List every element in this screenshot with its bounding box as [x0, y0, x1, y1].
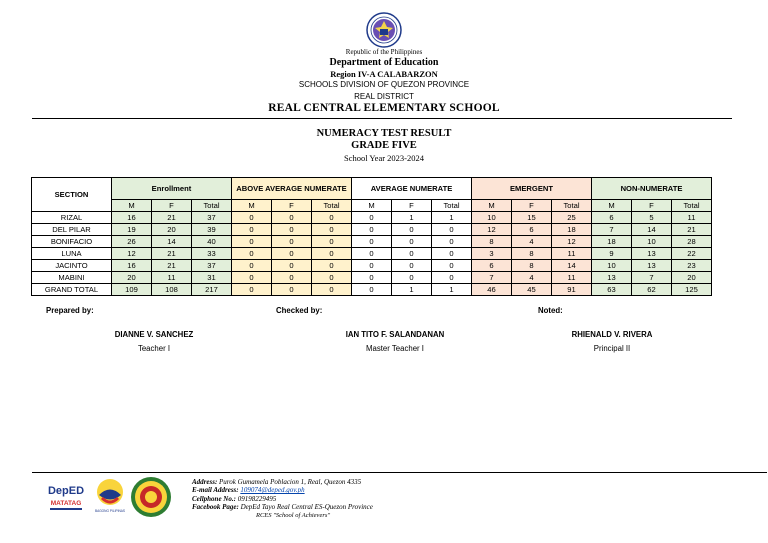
value-cell: 0 [272, 248, 312, 260]
value-cell: 14 [632, 224, 672, 236]
value-cell: 31 [192, 272, 232, 284]
address-label: Address: [192, 478, 218, 486]
value-cell: 11 [552, 272, 592, 284]
value-cell: 20 [152, 224, 192, 236]
value-cell: 0 [232, 284, 272, 296]
section-cell: LUNA [32, 248, 112, 260]
sub-header: F [272, 200, 312, 212]
value-cell: 0 [272, 284, 312, 296]
value-cell: 18 [592, 236, 632, 248]
value-cell: 0 [272, 260, 312, 272]
checked-by-label: Checked by: [276, 306, 323, 315]
section-cell: BONIFACIO [32, 236, 112, 248]
sub-header: M [112, 200, 152, 212]
above-average-header: ABOVE AVERAGE NUMERATE [232, 178, 352, 200]
value-cell: 0 [272, 224, 312, 236]
sub-header: M [232, 200, 272, 212]
sub-header: M [592, 200, 632, 212]
value-cell: 0 [312, 260, 352, 272]
svg-text:MATATAG: MATATAG [50, 500, 82, 507]
group-header-row [32, 178, 712, 200]
non-numerate-header: NON-NUMERATE [592, 178, 712, 200]
value-cell: 8 [512, 248, 552, 260]
phone-value: 09198229495 [237, 494, 277, 503]
value-cell: 13 [632, 260, 672, 272]
value-cell: 1 [392, 284, 432, 296]
value-cell: 0 [352, 284, 392, 296]
section-cell: RIZAL [32, 212, 112, 224]
value-cell: 16 [112, 212, 152, 224]
value-cell: 109 [112, 284, 152, 296]
value-cell: 40 [192, 236, 232, 248]
value-cell: 11 [152, 272, 192, 284]
section-cell: GRAND TOTAL [32, 284, 112, 296]
table-row [32, 224, 712, 236]
value-cell: 8 [512, 260, 552, 272]
value-cell: 9 [592, 248, 632, 260]
value-cell: 3 [472, 248, 512, 260]
value-cell: 28 [672, 236, 712, 248]
value-cell: 20 [112, 272, 152, 284]
value-cell: 0 [392, 224, 432, 236]
email-label: E-mail Address: [192, 486, 239, 495]
value-cell: 4 [512, 236, 552, 248]
bagong-pilipinas-logo-icon [92, 476, 128, 514]
value-cell: 23 [672, 260, 712, 272]
value-cell: 0 [232, 272, 272, 284]
value-cell: 14 [552, 260, 592, 272]
report-title: NUMERACY TEST RESULT [316, 128, 452, 139]
value-cell: 0 [232, 236, 272, 248]
value-cell: 33 [192, 248, 232, 260]
value-cell: 0 [432, 236, 472, 248]
value-cell: 19 [112, 224, 152, 236]
value-cell: 0 [352, 272, 392, 284]
value-cell: 1 [432, 212, 472, 224]
value-cell: 0 [272, 236, 312, 248]
sub-header: Total [312, 200, 352, 212]
value-cell: 16 [112, 260, 152, 272]
value-cell: 10 [632, 236, 672, 248]
phone-label: Cellphone No.: [192, 494, 236, 503]
value-cell: 10 [592, 260, 632, 272]
table-row [32, 236, 712, 248]
deped-matatag-logo-icon [44, 480, 88, 514]
sub-header-row [32, 200, 712, 212]
value-cell: 0 [352, 260, 392, 272]
value-cell: 0 [392, 236, 432, 248]
value-cell: 1 [432, 284, 472, 296]
value-cell: 108 [152, 284, 192, 296]
value-cell: 7 [472, 272, 512, 284]
section-cell: JACINTO [32, 260, 112, 272]
value-cell: 0 [352, 224, 392, 236]
value-cell: 21 [152, 248, 192, 260]
noted-position: Principal II [593, 344, 631, 353]
value-cell: 0 [312, 212, 352, 224]
table-row [32, 260, 712, 272]
value-cell: 0 [432, 224, 472, 236]
value-cell: 0 [272, 272, 312, 284]
sub-header: F [152, 200, 192, 212]
noted-name: RHIENALD V. RIVERA [571, 330, 653, 339]
value-cell: 14 [152, 236, 192, 248]
sub-header: M [472, 200, 512, 212]
numeracy-results-table [31, 177, 712, 296]
sub-header: Total [192, 200, 232, 212]
value-cell: 0 [432, 260, 472, 272]
deped-seal-icon [366, 12, 402, 48]
value-cell: 25 [552, 212, 592, 224]
value-cell: 0 [312, 248, 352, 260]
value-cell: 39 [192, 224, 232, 236]
value-cell: 37 [192, 260, 232, 272]
sub-header: Total [672, 200, 712, 212]
value-cell: 0 [432, 272, 472, 284]
value-cell: 18 [552, 224, 592, 236]
value-cell: 7 [632, 272, 672, 284]
school-seal-icon [130, 476, 172, 518]
sub-header: Total [432, 200, 472, 212]
address-value: Purok Gumamela Poblacion 1, Real, Quezon 4335 [219, 478, 362, 486]
school-motto: RCES "School of Achievers" [256, 511, 331, 519]
svg-text:DepED: DepED [47, 485, 85, 497]
value-cell: 21 [152, 212, 192, 224]
value-cell: 20 [672, 272, 712, 284]
table-row [32, 212, 712, 224]
average-header: AVERAGE NUMERATE [352, 178, 472, 200]
value-cell: 11 [552, 248, 592, 260]
section-cell: DEL PILAR [32, 224, 112, 236]
value-cell: 0 [392, 260, 432, 272]
svg-text:BAGONG PILIPINAS: BAGONG PILIPINAS [94, 509, 126, 513]
school-year: School Year 2023-2024 [343, 153, 425, 163]
footer-contact [192, 478, 373, 520]
value-cell: 13 [592, 272, 632, 284]
section-header: SECTION [32, 178, 112, 212]
division-line: SCHOOLS DIVISION OF QUEZON PROVINCE [298, 80, 470, 89]
value-cell: 5 [632, 212, 672, 224]
footer-divider [32, 472, 767, 473]
facebook-value: DepEd Tayo Real Central ES-Quezon Province [240, 503, 373, 512]
value-cell: 217 [192, 284, 232, 296]
value-cell: 125 [672, 284, 712, 296]
value-cell: 0 [272, 212, 312, 224]
region-line: Region IV-A CALABARZON [330, 69, 438, 79]
value-cell: 0 [312, 224, 352, 236]
value-cell: 8 [472, 236, 512, 248]
value-cell: 21 [672, 224, 712, 236]
value-cell: 0 [352, 236, 392, 248]
value-cell: 37 [192, 212, 232, 224]
value-cell: 45 [512, 284, 552, 296]
checked-by-position: Master Teacher I [366, 344, 424, 353]
value-cell: 0 [312, 272, 352, 284]
value-cell: 21 [152, 260, 192, 272]
value-cell: 91 [552, 284, 592, 296]
value-cell: 6 [512, 224, 552, 236]
value-cell: 6 [592, 212, 632, 224]
prepared-by-position: Teacher I [137, 344, 171, 353]
value-cell: 12 [472, 224, 512, 236]
value-cell: 0 [392, 272, 432, 284]
sub-header: F [392, 200, 432, 212]
sub-header: Total [552, 200, 592, 212]
value-cell: 11 [672, 212, 712, 224]
emergent-header: EMERGENT [472, 178, 592, 200]
sub-header: F [632, 200, 672, 212]
section-cell: MABINI [32, 272, 112, 284]
value-cell: 0 [232, 248, 272, 260]
value-cell: 0 [432, 248, 472, 260]
sub-header: F [512, 200, 552, 212]
value-cell: 0 [392, 248, 432, 260]
value-cell: 0 [232, 212, 272, 224]
header-divider [32, 118, 732, 119]
value-cell: 0 [312, 284, 352, 296]
value-cell: 62 [632, 284, 672, 296]
prepared-by-name: DIANNE V. SANCHEZ [114, 330, 194, 339]
value-cell: 46 [472, 284, 512, 296]
table-row [32, 272, 712, 284]
sub-header: M [352, 200, 392, 212]
value-cell: 1 [392, 212, 432, 224]
table-row [32, 248, 712, 260]
value-cell: 12 [112, 248, 152, 260]
value-cell: 0 [312, 236, 352, 248]
value-cell: 10 [472, 212, 512, 224]
school-name: REAL CENTRAL ELEMENTARY SCHOOL [268, 102, 500, 114]
prepared-by-label: Prepared by: [46, 306, 94, 315]
noted-label: Noted: [538, 306, 563, 315]
district-line: REAL DISTRICT [354, 92, 414, 101]
value-cell: 0 [352, 212, 392, 224]
grand-total-row [32, 284, 712, 296]
value-cell: 63 [592, 284, 632, 296]
value-cell: 12 [552, 236, 592, 248]
facebook-label: Facebook Page: [192, 503, 239, 512]
department-line: Department of Education [329, 57, 439, 68]
value-cell: 0 [352, 248, 392, 260]
value-cell: 4 [512, 272, 552, 284]
value-cell: 22 [672, 248, 712, 260]
value-cell: 15 [512, 212, 552, 224]
checked-by-name: IAN TITO F. SALANDANAN [345, 330, 445, 339]
value-cell: 7 [592, 224, 632, 236]
enrollment-header: Enrollment [112, 178, 232, 200]
value-cell: 13 [632, 248, 672, 260]
report-grade: GRADE FIVE [351, 140, 417, 151]
value-cell: 0 [232, 224, 272, 236]
email-link[interactable]: 109074@deped.gov.ph [240, 486, 305, 495]
value-cell: 26 [112, 236, 152, 248]
value-cell: 0 [232, 260, 272, 272]
republic-line: Republic of the Philippines [345, 48, 423, 56]
value-cell: 6 [472, 260, 512, 272]
